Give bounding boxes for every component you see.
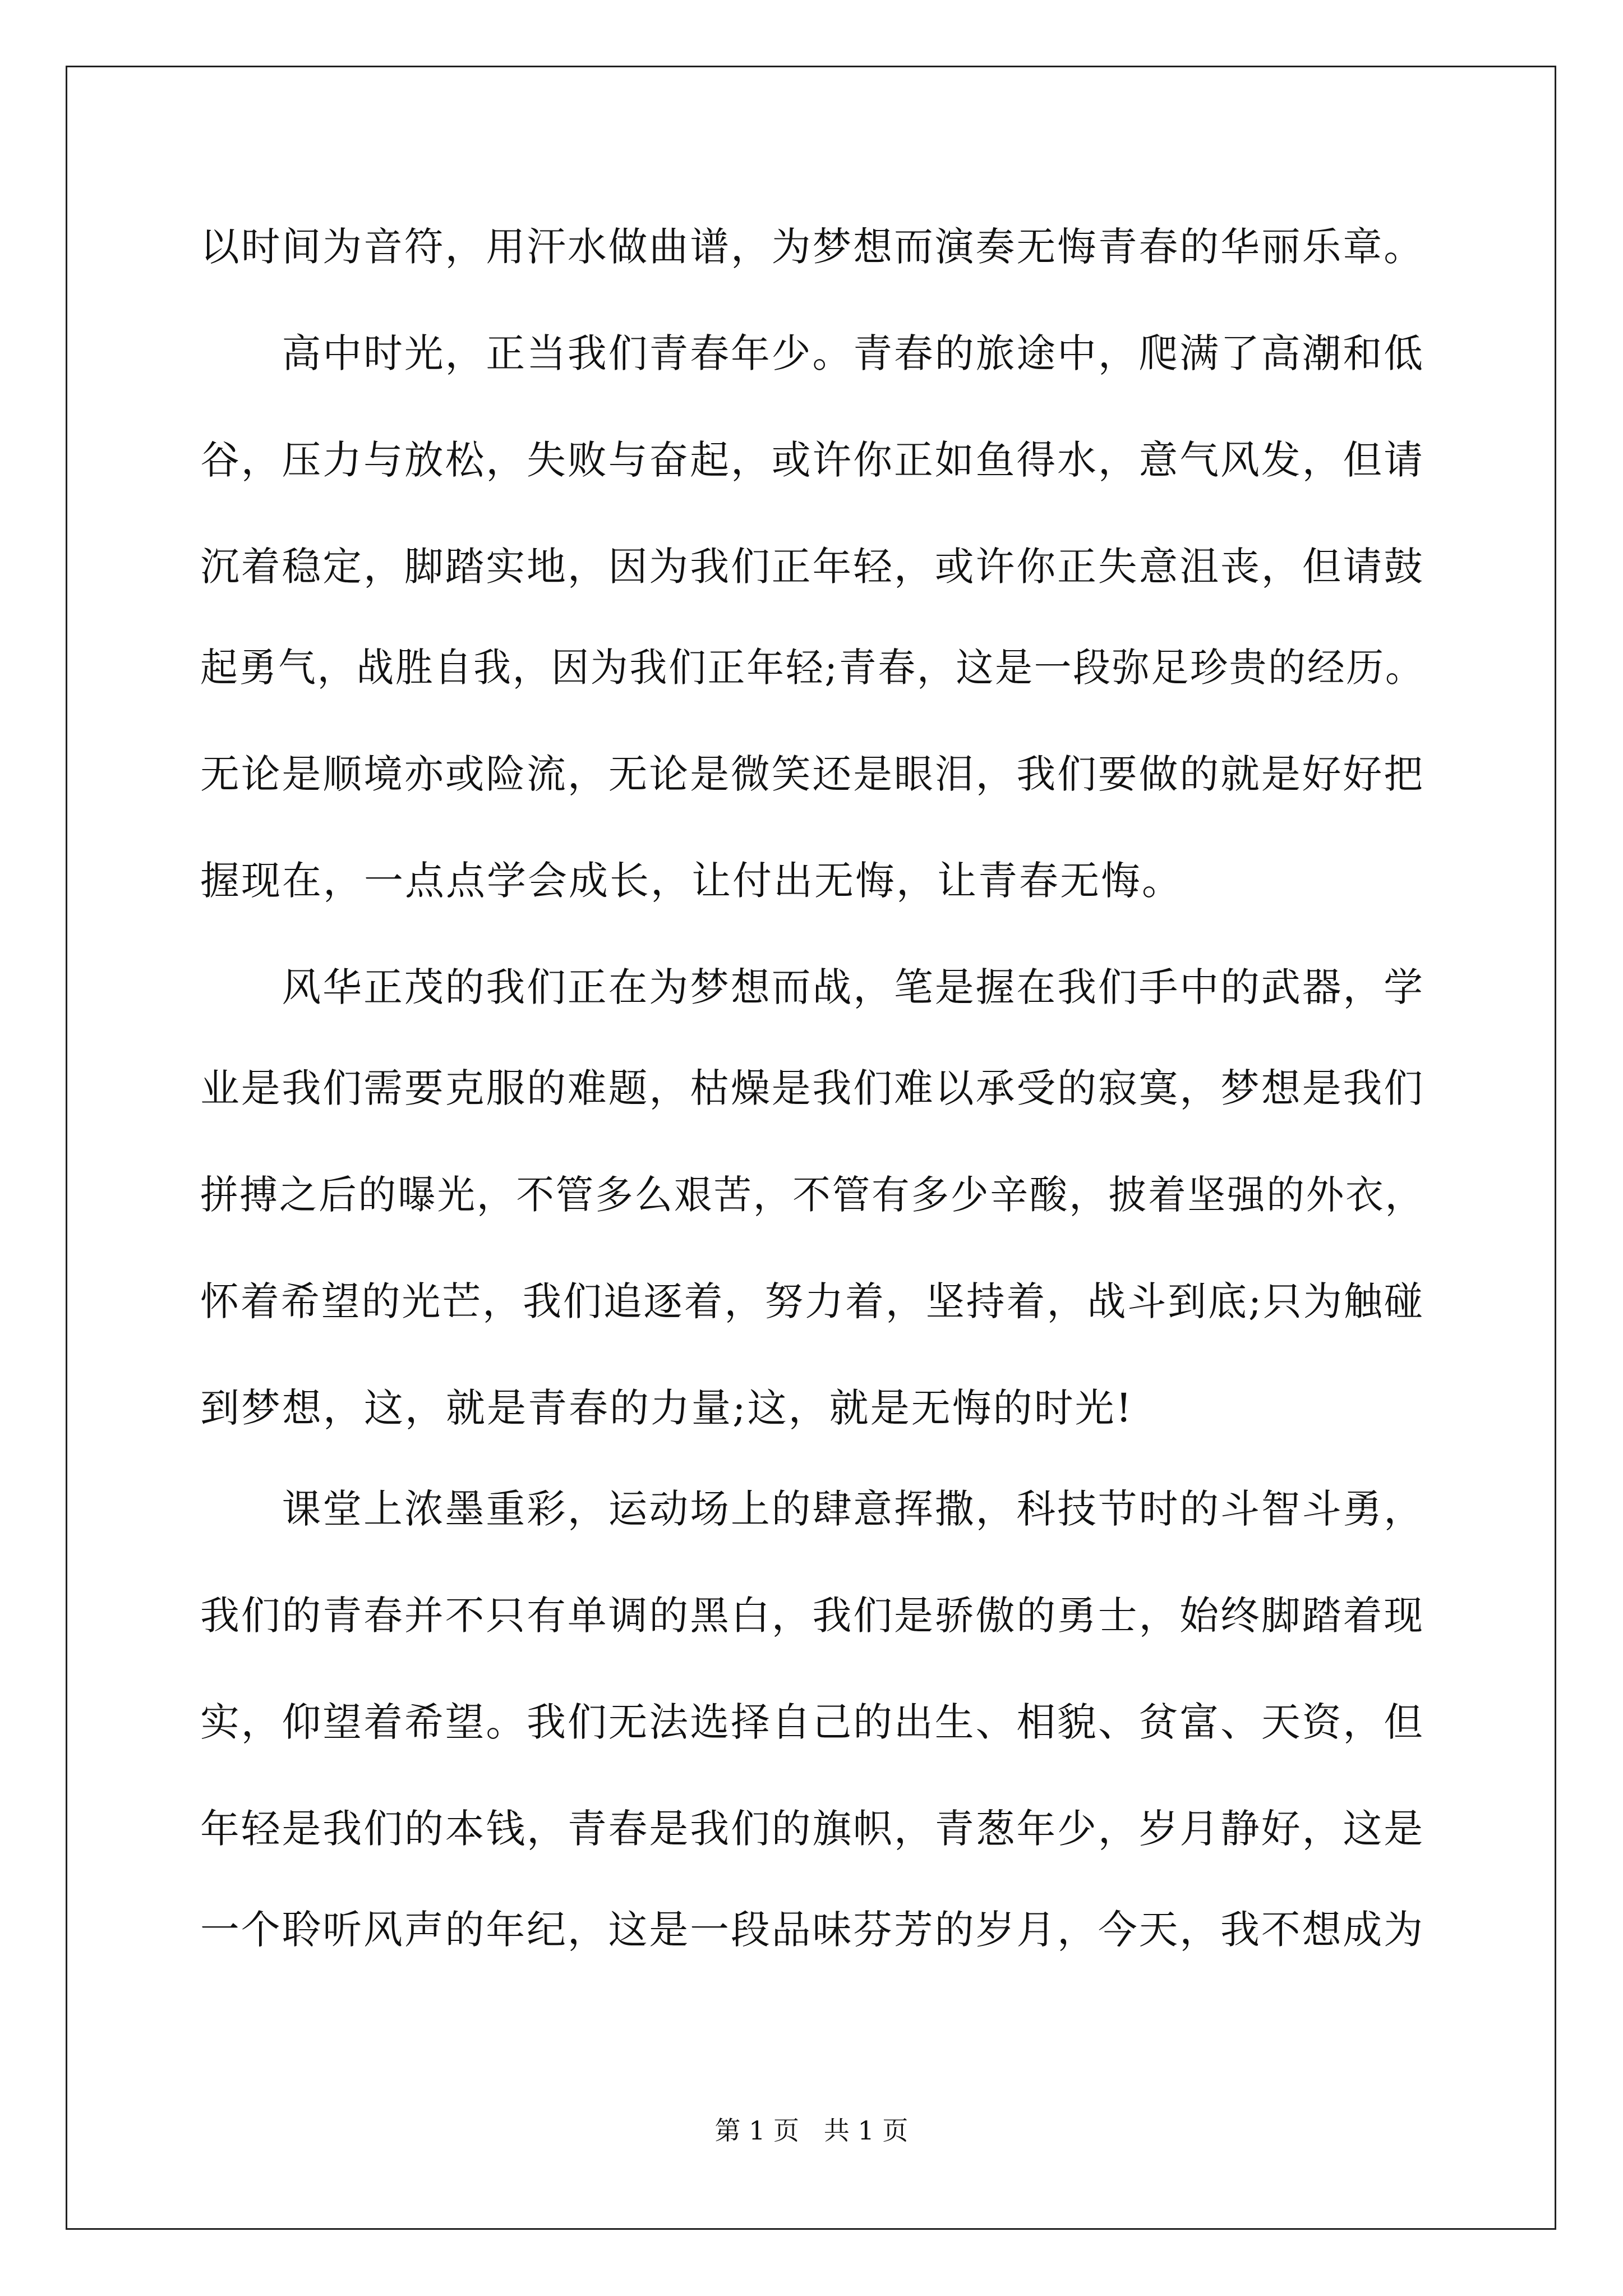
page-border	[66, 66, 1556, 2230]
text-line: 课堂上浓墨重彩，运动场上的肆意挥撒，科技节时的斗智斗勇，	[200, 1486, 1424, 1532]
text-line: 怀着希望的光芒，我们追逐着，努力着，坚持着，战斗到底;只为触碰	[200, 1278, 1424, 1324]
text-line: 沉着稳定，脚踏实地，因为我们正年轻，或许你正失意沮丧，但请鼓	[200, 544, 1424, 590]
text-line: 高中时光，正当我们青春年少。青春的旅途中，爬满了高潮和低	[200, 330, 1424, 376]
text-line: 风华正茂的我们正在为梦想而战，笔是握在我们手中的武器，学	[200, 964, 1424, 1010]
text-line: 拼搏之后的曝光，不管多么艰苦，不管有多少辛酸，披着坚强的外衣，	[200, 1172, 1424, 1218]
text-line: 一个聆听风声的年纪，这是一段品味芬芳的岁月，今天，我不想成为	[200, 1907, 1424, 1953]
text-line: 年轻是我们的本钱，青春是我们的旗帜，青葱年少，岁月静好，这是	[200, 1806, 1424, 1852]
text-line: 到梦想，这，就是青春的力量;这，就是无悔的时光!	[200, 1385, 1133, 1431]
text-line: 谷，压力与放松，失败与奋起，或许你正如鱼得水，意气风发，但请	[200, 437, 1424, 483]
text-line: 起勇气，战胜自我，因为我们正年轻;青春，这是一段弥足珍贵的经历。	[200, 645, 1424, 691]
text-line: 我们的青春并不只有单调的黑白，我们是骄傲的勇士，始终脚踏着现	[200, 1593, 1424, 1639]
text-line: 握现在，一点点学会成长，让付出无悔，让青春无悔。	[200, 858, 1183, 904]
page-footer: 第 1 页 共 1 页	[714, 2115, 909, 2146]
text-line: 业是我们需要克服的难题，枯燥是我们难以承受的寂寞，梦想是我们	[200, 1065, 1424, 1111]
text-line: 实，仰望着希望。我们无法选择自己的出生、相貌、贫富、天资，但	[200, 1699, 1424, 1745]
text-line: 无论是顺境亦或险流，无论是微笑还是眼泪，我们要做的就是好好把	[200, 751, 1424, 797]
text-line: 以时间为音符，用汗水做曲谱，为梦想而演奏无悔青春的华丽乐章。	[200, 224, 1424, 270]
